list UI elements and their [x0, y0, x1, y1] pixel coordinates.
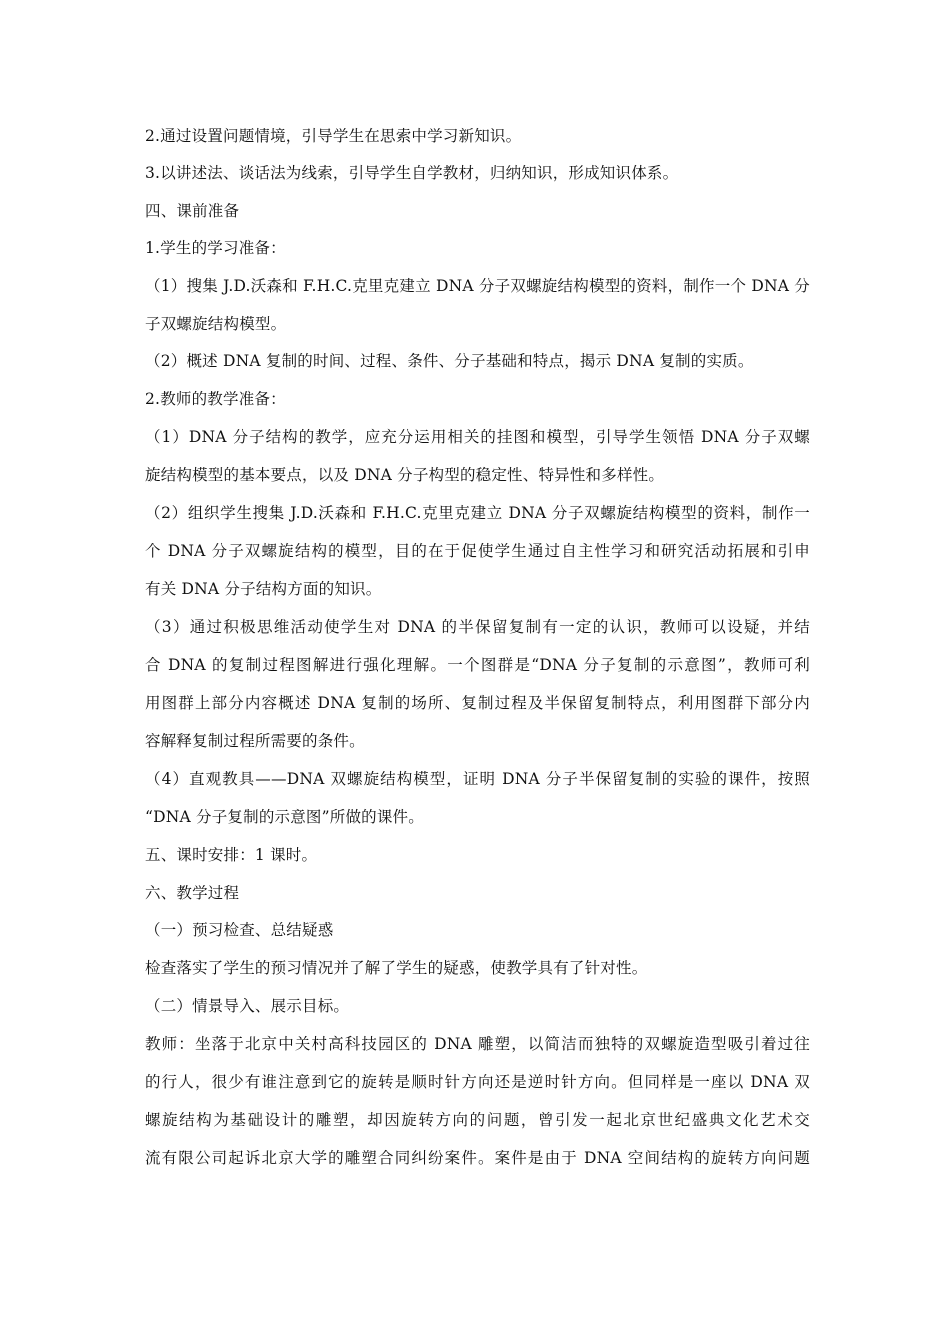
- text-line-7: （2）概述 DNA 复制的时间、过程、条件、分子基础和特点，揭示 DNA 复制的实质。: [145, 352, 754, 370]
- text-line-16: 用图群上部分内容概述 DNA 复制的场所、复制过程及半保留复制特点，利用图群下部分内: [145, 694, 810, 712]
- subheading-student-prep: 1.学生的学习准备：: [145, 239, 286, 257]
- text-line-14: （3）通过积极思维活动使学生对 DNA 的半保留复制有一定的认识，教师可以设疑，并结: [145, 618, 810, 636]
- text-line-1: 2.通过设置问题情境，引导学生在思索中学习新知识。: [145, 127, 522, 145]
- text-line-19: “DNA 分子复制的示意图”所做的课件。: [145, 808, 424, 826]
- text-line-11: （2）组织学生搜集 J.D.沃森和 F.H.C.克里克建立 DNA 分子双螺旋结构模型的资料，制作一: [145, 504, 810, 522]
- text-line-2: 3.以讲述法、谈话法为线索，引导学生自学教材，归纳知识，形成知识体系。: [145, 164, 679, 182]
- subheading-scenario-intro: （二）情景导入、展示目标。: [145, 997, 350, 1015]
- text-line-6: 子双螺旋结构模型。: [145, 315, 287, 333]
- section-heading-6: 六、教学过程: [145, 884, 240, 902]
- text-line-17: 容解释复制过程所需要的条件。: [145, 732, 365, 750]
- text-line-26: 的行人，很少有谁注意到它的旋转是顺时针方向还是逆时针方向。但同样是一座以 DNA 双: [145, 1073, 810, 1091]
- text-line-13: 有关 DNA 分子结构方面的知识。: [145, 580, 382, 598]
- text-line-18: （4）直观教具——DNA 双螺旋结构模型，证明 DNA 分子半保留复制的实验的课件，按照: [145, 770, 810, 788]
- text-line-10: 旋结构模型的基本要点，以及 DNA 分子构型的稳定性、特异性和多样性。: [145, 466, 665, 484]
- text-line-9: （1）DNA 分子结构的教学，应充分运用相关的挂图和模型，引导学生领悟 DNA 分子双螺: [145, 428, 810, 446]
- section-heading-4: 四、课前准备: [145, 202, 240, 220]
- text-line-23: 检查落实了学生的预习情况并了解了学生的疑惑，使教学具有了针对性。: [145, 959, 648, 977]
- text-line-28: 流有限公司起诉北京大学的雕塑合同纠纷案件。案件是由于 DNA 空间结构的旋转方向问题: [145, 1149, 810, 1167]
- subheading-teacher-prep: 2.教师的教学准备：: [145, 390, 286, 408]
- section-heading-5: 五、课时安排：1 课时。: [145, 846, 318, 864]
- text-line-15: 合 DNA 的复制过程图解进行强化理解。一个图群是“DNA 分子复制的示意图”，教师可利: [145, 656, 810, 674]
- text-line-12: 个 DNA 分子双螺旋结构的模型，目的在于促使学生通过自主性学习和研究活动拓展和引申: [145, 542, 810, 560]
- text-line-27: 螺旋结构为基础设计的雕塑，却因旋转方向的问题，曾引发一起北京世纪盛典文化艺术交: [145, 1111, 810, 1129]
- text-line-25: 教师：坐落于北京中关村高科技园区的 DNA 雕塑，以简洁而独特的双螺旋造型吸引着过往: [145, 1035, 810, 1053]
- text-line-5: （1）搜集 J.D.沃森和 F.H.C.克里克建立 DNA 分子双螺旋结构模型的资料，制作一个 DNA 分: [145, 277, 810, 295]
- subheading-preview-check: （一）预习检查、总结疑惑: [145, 921, 334, 939]
